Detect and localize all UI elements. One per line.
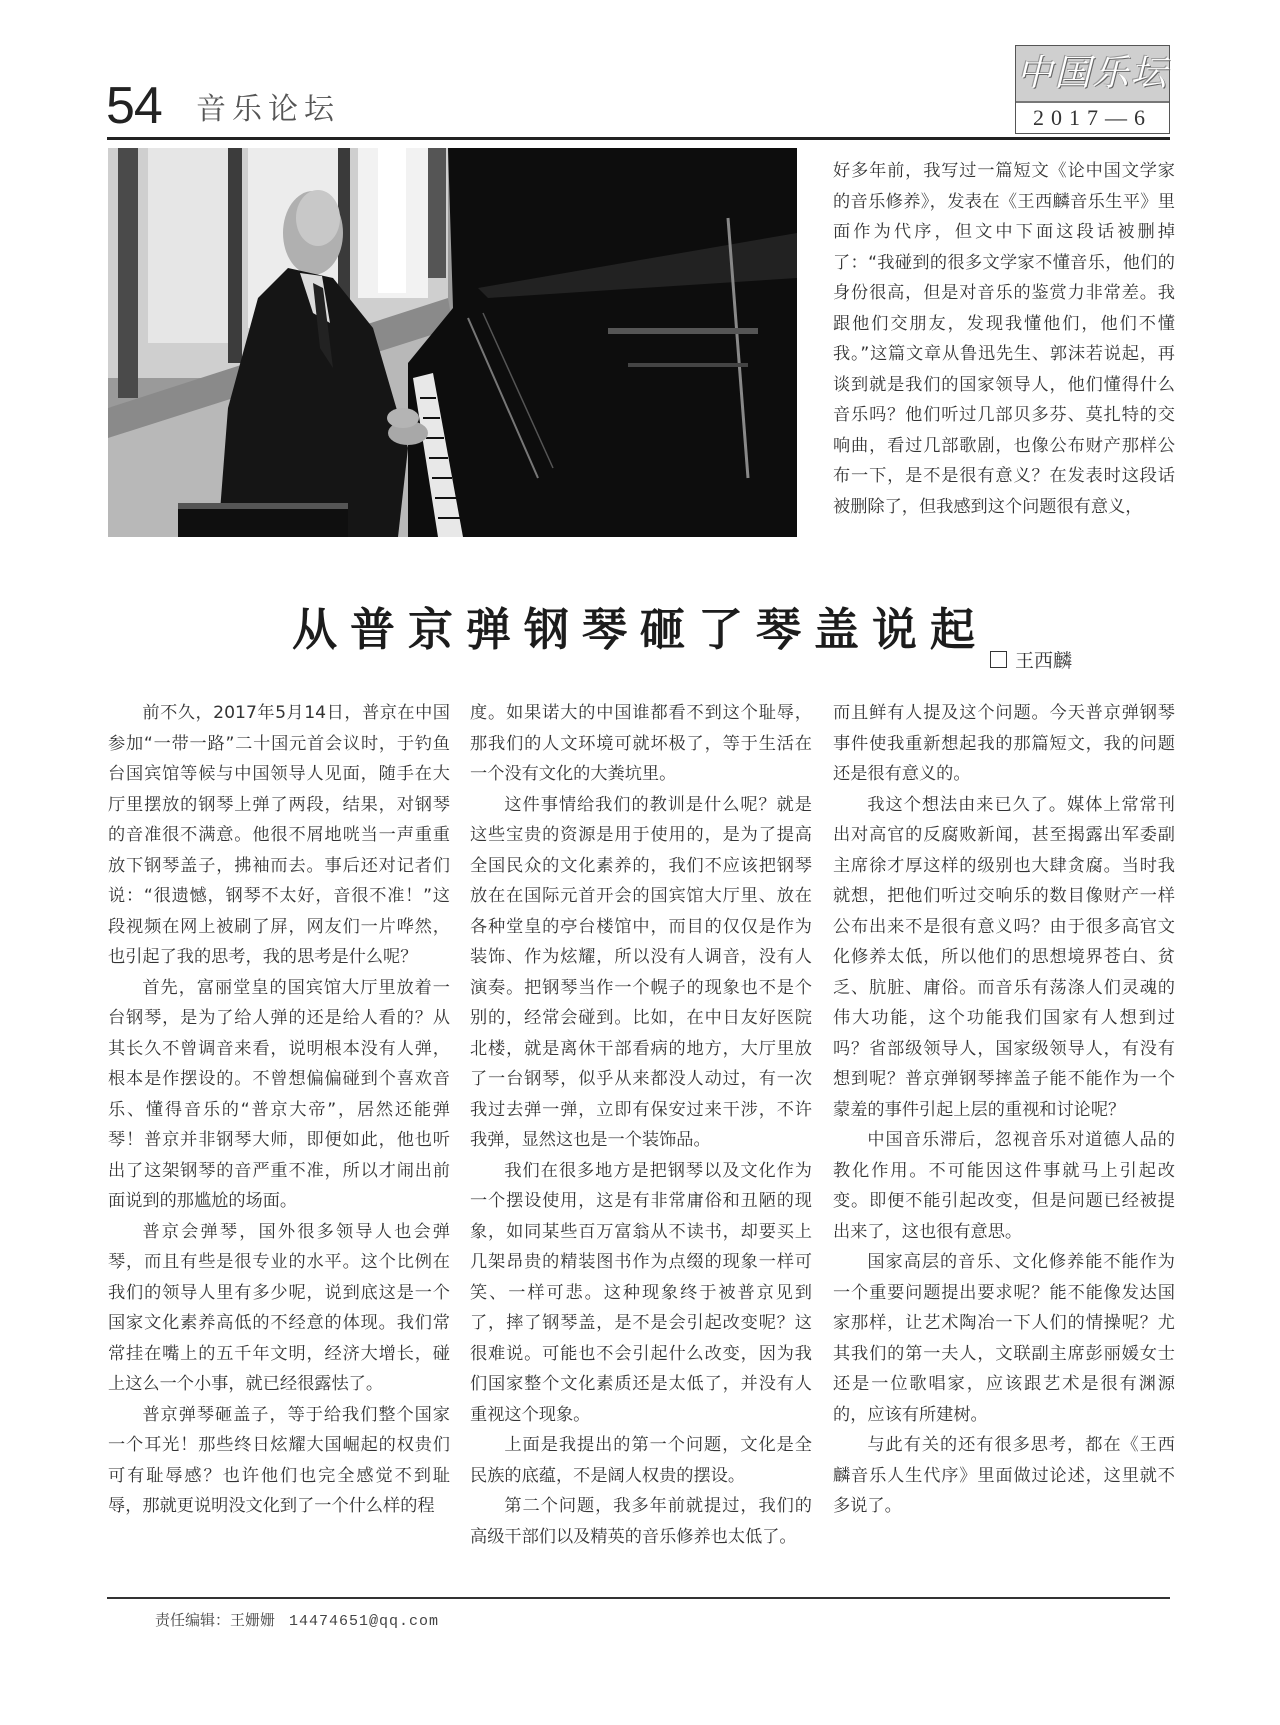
paragraph: 普京会弹琴，国外很多领导人也会弹琴，而且有些是很专业的水平。这个比例在我们的领导人里有多少呢，说到底这是一个国家文化素养高低的不经意的体现。我们常常挂在嘴上的五千年文明，经济大增长，碰上这么一个小事，就已经很露怯了。 <box>108 1221 450 1394</box>
paragraph: 好多年前，我写过一篇短文《论中国文学家的音乐修养》，发表在《王西麟音乐生平》里面作为代序，但文中下面这段话被删掉了：“我碰到的很多文学家不懂音乐，他们的身份很高，但是对音乐的鉴赏力非常差。我跟他们交朋友，发现我懂他们，他们不懂我。”这篇文章从鲁迅先生、郭沫若说起，再谈到就是我们的国家领导人，他们懂得什么音乐吗？他们听过几部贝多芬、莫扎特的交响曲，看过几部歌剧，也像公布财产那样公布一下，是不是很有意义？在发表时这段话被删除了，但我感到这个问题很有意义， <box>833 161 1175 517</box>
editor-email: 14474651@qq.com <box>289 1613 440 1630</box>
byline-square-icon <box>990 651 1007 668</box>
article-title: 从普京弹钢琴砸了琴盖说起 <box>291 603 988 657</box>
intro-column <box>833 156 1175 522</box>
paragraph: 前不久，2017年5月14日，普京在中国参加“一带一路”二十国元首会议时，于钓鱼台国宾馆等候与中国领导人见面，随手在大厅里摆放的钢琴上弹了两段，结果，对钢琴的音准很不满意。他很不屑地咣当一声重重放下钢琴盖子，拂袖而去。事后还对记者们说：“很遗憾，钢琴不太好，音很不准！”这段视频在网上被刷了屏，网友们一片哗然，也引起了我的思考，我的思考是什么呢？ <box>108 703 450 967</box>
paragraph: 国家高层的音乐、文化修养能不能作为一个重要问题提出要求呢？能不能像发达国家那样，让艺术陶冶一下人们的情操呢？尤其我们的第一夫人，文联副主席彭丽媛女士还是一位歌唱家，应该跟艺术是很有渊源的，应该有所建树。 <box>833 1252 1175 1425</box>
magazine-masthead <box>1015 45 1170 134</box>
issue-number: 2017—6 <box>1033 105 1152 130</box>
paragraph: 我这个想法由来已久了。媒体上常常刊出对高官的反腐败新闻，甚至揭露出军委副主席徐才厚这样的级别也大肆贪腐。当时我就想，把他们听过交响乐的数目像财产一样公布出来不是很有意义吗？由于很多高官文化修养太低，所以他们的思想境界苍白、贫乏、肮脏、庸俗。而音乐有荡涤人们灵魂的伟大功能，这个功能我们国家有人想到过吗？省部级领导人，国家级领导人，有没有想到呢？普京弹钢琴摔盖子能不能作为一个蒙羞的事件引起上层的重视和讨论呢？ <box>833 794 1175 1120</box>
paragraph: 与此有关的还有很多思考，都在《王西麟音乐人生代序》里面做过论述，这里就不多说了。 <box>833 1435 1175 1516</box>
header-divider <box>107 137 1170 140</box>
paragraph: 上面是我提出的第一个问题，文化是全民族的底蕴，不是阔人权贵的摆设。 <box>470 1435 812 1486</box>
page-footer <box>155 1612 439 1632</box>
paragraph: 我们在很多地方是把钢琴以及文化作为一个摆设使用，这是有非常庸俗和丑陋的现象，如同某些百万富翁从不读书，却要买上几架昂贵的精装图书作为点缀的现象一样可笑、一样可悲。这种现象终于被普京见到了，摔了钢琴盖，是不是会引起改变呢？这很难说。可能也不会引起什么改变，因为我们国家整个文化素质还是太低了，并没有人重视这个现象。 <box>470 1160 812 1425</box>
section-title: 音乐论坛 <box>196 92 340 127</box>
body-column-1 <box>108 698 450 1522</box>
author-name: 王西麟 <box>1015 650 1073 672</box>
body-column-2 <box>470 698 812 1552</box>
paragraph: 普京弹琴砸盖子，等于给我们整个国家一个耳光！那些终日炫耀大国崛起的权贵们可有耻辱感？也许他们也完全感觉不到耻辱，那就更说明没文化到了一个什么样的程 <box>108 1404 450 1516</box>
paragraph: 这件事情给我们的教训是什么呢？就是这些宝贵的资源是用于使用的，是为了提高全国民众的文化素养的，我们不应该把钢琴放在在国际元首开会的国宾馆大厅里、放在各种堂皇的亭台楼馆中，而目的仅仅是作为装饰、作为炫耀，所以没有人调音，没有人演奏。把钢琴当作一个幌子的现象也不是个别的，经常会碰到。比如，在中日友好医院北楼，就是离休干部看病的地方，大厅里放了一台钢琴，似乎从来都没人动过，有一次我过去弹一弹，立即有保安过来干涉，不许我弹，显然这也是一个装饰品。 <box>470 794 812 1150</box>
body-column-3 <box>833 698 1175 1522</box>
paragraph: 首先，富丽堂皇的国宾馆大厅里放着一台钢琴，是为了给人弹的还是给人看的？从其长久不曾调音来看，说明根本没有人弹，根本是作摆设的。不曾想偏偏碰到个喜欢音乐、懂得音乐的“普京大帝”，居然还能弹琴！普京并非钢琴大师，即便如此，他也听出了这架钢琴的音严重不准，所以才闹出前面说到的那尴尬的场面。 <box>108 977 450 1211</box>
page-number: 54 <box>106 77 162 135</box>
article-photo <box>108 148 797 537</box>
paragraph: 第二个问题，我多年前就提过，我们的高级干部们以及精英的音乐修养也太低了。 <box>470 1496 812 1547</box>
magazine-logo: 中国乐坛 <box>1016 46 1169 103</box>
editor-credit: 责任编辑：王姗姗 <box>155 1613 276 1630</box>
paragraph: 中国音乐滞后，忽视音乐对道德人品的教化作用。不可能因这件事就马上引起改变。即便不能引起改变，但是问题已经被提出来了，这也很有意思。 <box>833 1130 1175 1242</box>
footer-divider <box>107 1597 1170 1599</box>
paragraph: 而且鲜有人提及这个问题。今天普京弹钢琴事件使我重新想起我的那篇短文，我的问题还是很有意义的。 <box>833 703 1175 784</box>
byline <box>990 648 1072 674</box>
paragraph: 度。如果诺大的中国谁都看不到这个耻辱，那我们的人文环境可就坏极了，等于生活在一个没有文化的大粪坑里。 <box>470 703 812 784</box>
